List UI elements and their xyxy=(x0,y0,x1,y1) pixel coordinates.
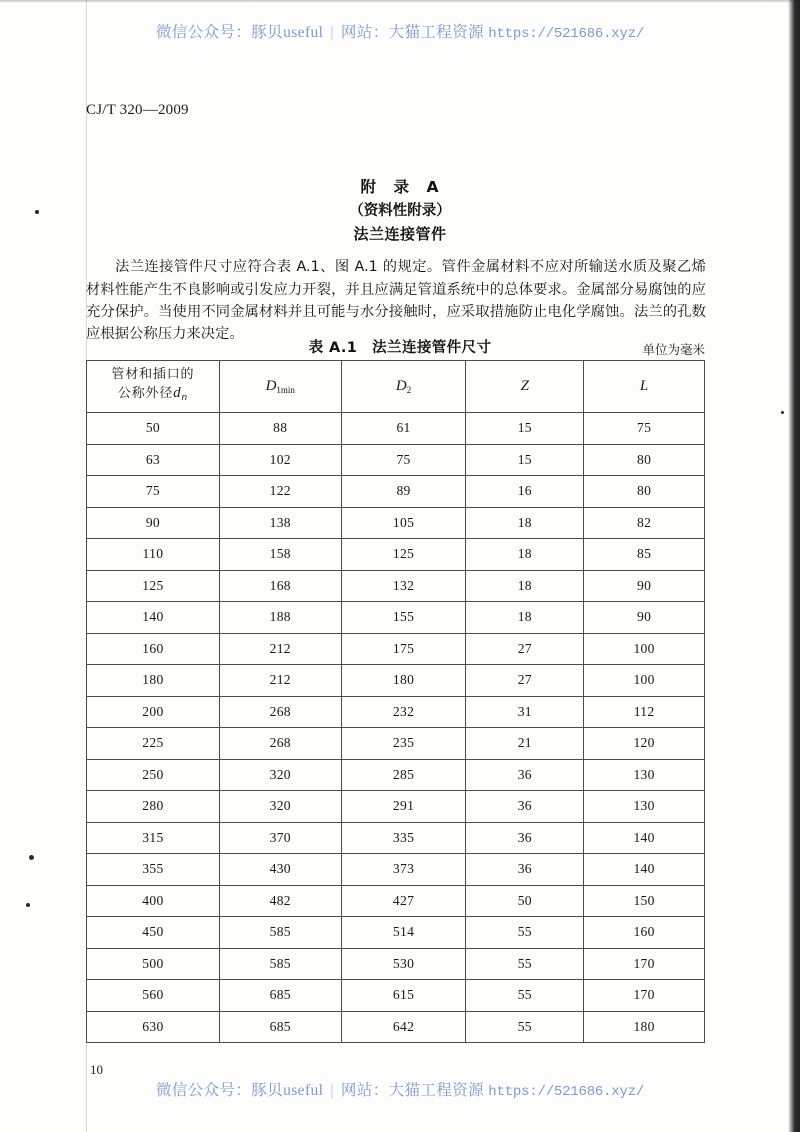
flange-dimensions-table xyxy=(86,360,705,1043)
cell-nominal-diameter: 200 xyxy=(87,696,220,728)
table-row xyxy=(87,633,705,665)
cell-d2: 235 xyxy=(341,728,466,760)
cell-l: 170 xyxy=(584,948,705,980)
watermark-separator: | xyxy=(330,1082,334,1099)
cell-nominal-diameter: 180 xyxy=(87,665,220,697)
cell-d1min: 482 xyxy=(219,885,341,917)
cell-nominal-diameter: 63 xyxy=(87,444,220,476)
cell-l: 112 xyxy=(584,696,705,728)
cell-z: 27 xyxy=(466,665,584,697)
cell-nominal-diameter: 140 xyxy=(87,602,220,634)
cell-nominal-diameter: 450 xyxy=(87,917,220,949)
cell-l: 130 xyxy=(584,759,705,791)
table-header-d2 xyxy=(341,361,466,413)
cell-l: 160 xyxy=(584,917,705,949)
table-header-dn-symbol: d xyxy=(173,385,182,401)
table-row xyxy=(87,791,705,823)
cell-z: 31 xyxy=(466,696,584,728)
cell-nominal-diameter: 90 xyxy=(87,507,220,539)
table-row xyxy=(87,507,705,539)
cell-d1min: 685 xyxy=(219,1011,341,1043)
cell-l: 130 xyxy=(584,791,705,823)
cell-nominal-diameter: 355 xyxy=(87,854,220,886)
scan-artifact-top xyxy=(0,0,800,3)
cell-d1min: 88 xyxy=(219,413,341,445)
cell-d2: 105 xyxy=(341,507,466,539)
cell-d2: 132 xyxy=(341,570,466,602)
cell-d2: 89 xyxy=(341,476,466,508)
scan-speck xyxy=(26,903,30,907)
cell-l: 80 xyxy=(584,476,705,508)
cell-d2: 291 xyxy=(341,791,466,823)
table-header-dn-line2: 公称外径 xyxy=(117,386,174,401)
appendix-title: 法兰连接管件 xyxy=(353,225,447,243)
scan-artifact-right-edge xyxy=(788,0,800,1132)
cell-l: 150 xyxy=(584,885,705,917)
cell-z: 36 xyxy=(466,822,584,854)
cell-l: 90 xyxy=(584,602,705,634)
cell-z: 18 xyxy=(466,602,584,634)
cell-nominal-diameter: 500 xyxy=(87,948,220,980)
cell-l: 100 xyxy=(584,665,705,697)
cell-z: 55 xyxy=(466,948,584,980)
cell-d2: 285 xyxy=(341,759,466,791)
cell-z: 18 xyxy=(466,539,584,571)
table-row xyxy=(87,980,705,1012)
cell-d2: 373 xyxy=(341,854,466,886)
cell-d1min: 370 xyxy=(219,822,341,854)
cell-l: 170 xyxy=(584,980,705,1012)
table-row xyxy=(87,822,705,854)
scan-speck xyxy=(781,411,784,414)
cell-d2: 615 xyxy=(341,980,466,1012)
cell-z: 55 xyxy=(466,917,584,949)
table-row xyxy=(87,728,705,760)
cell-l: 90 xyxy=(584,570,705,602)
cell-d2: 514 xyxy=(341,917,466,949)
cell-nominal-diameter: 280 xyxy=(87,791,220,823)
table-row xyxy=(87,476,705,508)
cell-d1min: 138 xyxy=(219,507,341,539)
cell-z: 36 xyxy=(466,791,584,823)
cell-d2: 530 xyxy=(341,948,466,980)
watermark-site-label: 网站： xyxy=(340,1082,389,1099)
table-row xyxy=(87,570,705,602)
watermark-site-name: 大猫工程资源 xyxy=(388,1082,484,1099)
cell-d2: 75 xyxy=(341,444,466,476)
cell-d2: 155 xyxy=(341,602,466,634)
cell-d2: 232 xyxy=(341,696,466,728)
cell-l: 82 xyxy=(584,507,705,539)
watermark-prefix: 微信公众号： xyxy=(155,24,252,41)
d1-subscript: 1min xyxy=(276,385,295,395)
table-header-row xyxy=(87,361,705,413)
watermark-top xyxy=(0,20,800,42)
cell-z: 50 xyxy=(466,885,584,917)
cell-l: 120 xyxy=(584,728,705,760)
cell-d1min: 122 xyxy=(219,476,341,508)
d2-subscript: 2 xyxy=(406,385,412,395)
cell-d1min: 320 xyxy=(219,759,341,791)
cell-d2: 427 xyxy=(341,885,466,917)
table-row xyxy=(87,854,705,886)
cell-d1min: 102 xyxy=(219,444,341,476)
table-row xyxy=(87,665,705,697)
cell-nominal-diameter: 630 xyxy=(87,1011,220,1043)
watermark-url: https://521686.xyz/ xyxy=(488,1084,645,1100)
body-paragraph: 法兰连接管件尺寸应符合表 A.1、图 A.1 的规定。管件金属材料不应对所输送水质及聚乙烯材料性能产生不良影响或引发应力开裂，并且应满足管道系统中的总体要求。金属部分易腐蚀的应充分保护。当使用不同金属材料并且可能与水分接触时，应采取措施防止电化学腐蚀。法兰的孔数应根据公称压力来决定。 xyxy=(86,259,706,343)
cell-d2: 180 xyxy=(341,665,466,697)
table-row xyxy=(87,413,705,445)
cell-d1min: 585 xyxy=(219,917,341,949)
cell-z: 36 xyxy=(466,759,584,791)
cell-l: 80 xyxy=(584,444,705,476)
standard-number: CJ/T 320—2009 xyxy=(86,102,189,118)
cell-d1min: 158 xyxy=(219,539,341,571)
table-header-z xyxy=(466,361,584,413)
table-header-dn-subscript: n xyxy=(181,393,188,403)
cell-d2: 642 xyxy=(341,1011,466,1043)
cell-z: 27 xyxy=(466,633,584,665)
table-header-dn-line1: 管材和插口的 xyxy=(111,367,195,382)
cell-z: 18 xyxy=(466,507,584,539)
watermark-prefix: 微信公众号： xyxy=(155,1082,252,1099)
z-symbol: Z xyxy=(520,378,529,394)
watermark-site-label: 网站： xyxy=(340,24,389,41)
cell-nominal-diameter: 400 xyxy=(87,885,220,917)
table-header-d1min xyxy=(219,361,341,413)
cell-d1min: 268 xyxy=(219,696,341,728)
page-number: 10 xyxy=(90,1062,103,1077)
cell-d2: 125 xyxy=(341,539,466,571)
cell-z: 15 xyxy=(466,444,584,476)
cell-d1min: 320 xyxy=(219,791,341,823)
table-row xyxy=(87,917,705,949)
cell-z: 16 xyxy=(466,476,584,508)
cell-z: 36 xyxy=(466,854,584,886)
table-row xyxy=(87,948,705,980)
watermark-bottom xyxy=(0,1078,800,1100)
cell-nominal-diameter: 75 xyxy=(87,476,220,508)
cell-d1min: 168 xyxy=(219,570,341,602)
table-row xyxy=(87,885,705,917)
cell-d1min: 268 xyxy=(219,728,341,760)
watermark-separator: | xyxy=(330,24,334,41)
cell-l: 140 xyxy=(584,822,705,854)
cell-nominal-diameter: 125 xyxy=(87,570,220,602)
cell-l: 140 xyxy=(584,854,705,886)
cell-z: 55 xyxy=(466,980,584,1012)
cell-z: 55 xyxy=(466,1011,584,1043)
cell-d1min: 188 xyxy=(219,602,341,634)
watermark-account: 豚贝useful xyxy=(251,1082,324,1099)
cell-z: 18 xyxy=(466,570,584,602)
scan-speck xyxy=(29,855,34,860)
table-row xyxy=(87,602,705,634)
l-symbol: L xyxy=(639,378,649,394)
cell-l: 180 xyxy=(584,1011,705,1043)
table-row xyxy=(87,759,705,791)
cell-d1min: 212 xyxy=(219,665,341,697)
table-units-note: 单位为毫米 xyxy=(642,342,705,357)
cell-l: 85 xyxy=(584,539,705,571)
appendix-kind: （资料性附录） xyxy=(349,203,451,219)
cell-z: 21 xyxy=(466,728,584,760)
cell-l: 75 xyxy=(584,413,705,445)
watermark-url: https://521686.xyz/ xyxy=(488,26,645,42)
cell-d2: 175 xyxy=(341,633,466,665)
cell-nominal-diameter: 225 xyxy=(87,728,220,760)
cell-d1min: 585 xyxy=(219,948,341,980)
cell-d2: 335 xyxy=(341,822,466,854)
cell-nominal-diameter: 315 xyxy=(87,822,220,854)
cell-d1min: 685 xyxy=(219,980,341,1012)
watermark-account: 豚贝useful xyxy=(251,24,324,41)
table-body xyxy=(87,413,705,1043)
cell-nominal-diameter: 50 xyxy=(87,413,220,445)
watermark-site-name: 大猫工程资源 xyxy=(388,24,484,41)
table-row xyxy=(87,444,705,476)
cell-d1min: 212 xyxy=(219,633,341,665)
table-header-l xyxy=(584,361,705,413)
cell-l: 100 xyxy=(584,633,705,665)
table-row xyxy=(87,696,705,728)
cell-nominal-diameter: 560 xyxy=(87,980,220,1012)
cell-nominal-diameter: 110 xyxy=(87,539,220,571)
cell-nominal-diameter: 250 xyxy=(87,759,220,791)
table-caption: 表 A.1 法兰连接管件尺寸 xyxy=(308,340,492,356)
table-header-nominal-diameter xyxy=(87,361,220,413)
cell-d2: 61 xyxy=(341,413,466,445)
appendix-label: 附 录 A xyxy=(360,178,440,196)
table-row xyxy=(87,1011,705,1043)
cell-nominal-diameter: 160 xyxy=(87,633,220,665)
d2-symbol: D xyxy=(395,378,407,394)
cell-d1min: 430 xyxy=(219,854,341,886)
table-row xyxy=(87,539,705,571)
d1-symbol: D xyxy=(265,378,277,394)
cell-z: 15 xyxy=(466,413,584,445)
